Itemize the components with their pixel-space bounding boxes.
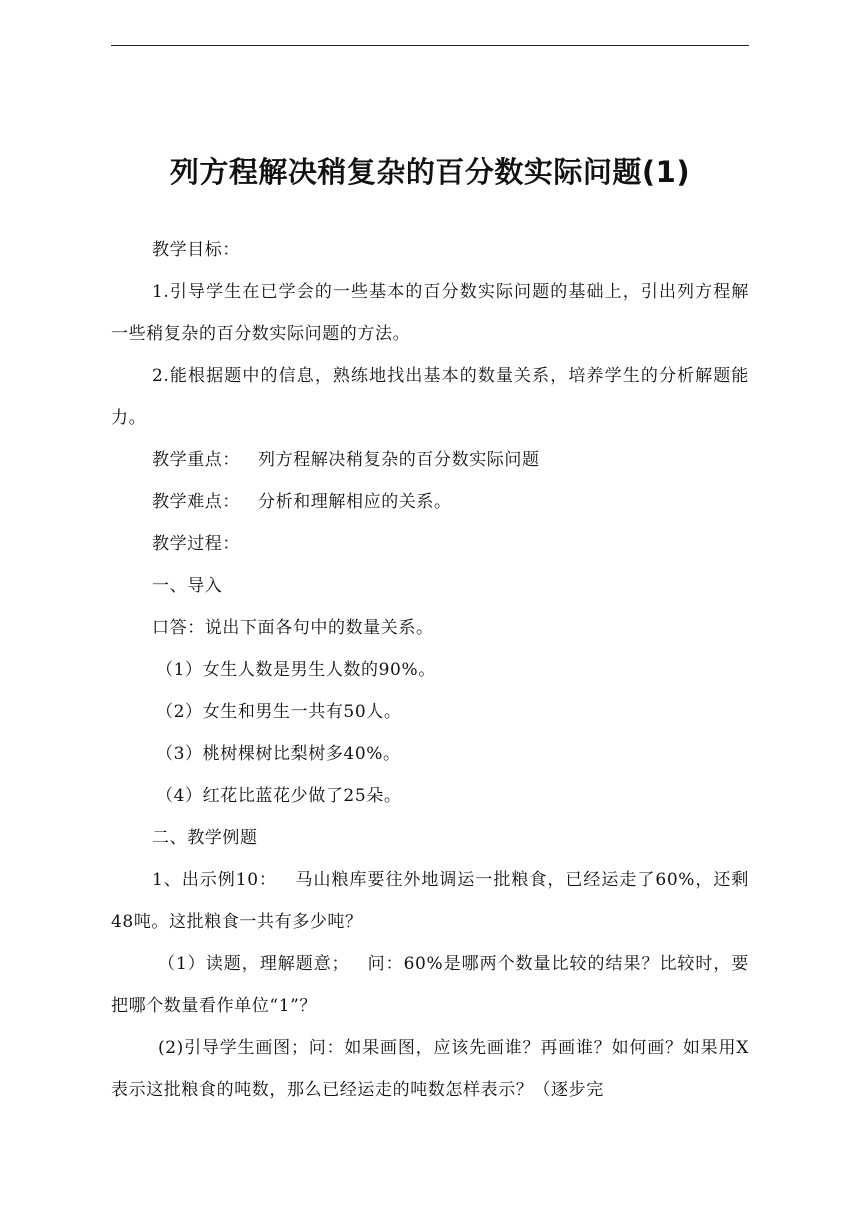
step-2-paragraph: (2)引导学生画图；问：如果画图，应该先画谁？再画谁？如何画？如果用X表示这批粮食的吨数，那么已经运走的吨数怎样表示？（逐步完 [111, 1038, 749, 1100]
list-item: （1）女生人数是男生人数的90%。 [156, 660, 436, 680]
process-heading: 教学过程： [152, 534, 240, 554]
list-item: （3）桃树棵树比梨树多40%。 [156, 744, 401, 764]
example-text: 马山粮库要往外地调运一批粮食，已经运走了60%，还剩48吨。这批粮食一共有多少吨？ [111, 870, 749, 932]
step-1-text: 问：60%是哪两个数量比较的结果？比较时，要把哪个数量看作单位“1”？ [111, 954, 749, 1016]
example-paragraph [111, 859, 749, 943]
objective-2: 2.能根据题中的信息，熟练地找出基本的数量关系，培养学生的分析解题能力。 [111, 366, 749, 428]
difficulty [111, 481, 749, 523]
list-item: （4）红花比蓝花少做了25朵。 [156, 786, 402, 806]
section-2-heading: 二、教学例题 [152, 828, 258, 848]
list-item: （2）女生和男生一共有50人。 [156, 702, 402, 722]
key-point-label: 教学重点： [152, 450, 240, 470]
objective-heading: 教学目标： [152, 240, 240, 260]
example-label: 1、出示例10： [152, 870, 278, 890]
difficulty-label: 教学难点： [152, 492, 240, 512]
key-point-text: 列方程解决稍复杂的百分数实际问题 [258, 450, 540, 470]
step-1-paragraph [111, 943, 749, 1027]
key-point [111, 439, 749, 481]
oral-prompt: 口答：说出下面各句中的数量关系。 [152, 618, 434, 638]
document-title: 列方程解决稍复杂的百分数实际问题(1) [169, 155, 691, 189]
difficulty-text: 分析和理解相应的关系。 [258, 492, 452, 512]
document-body [111, 229, 749, 1111]
section-1-heading: 一、导入 [152, 576, 223, 596]
objective-1: 1.引导学生在已学会的一些基本的百分数实际问题的基础上，引出列方程解一些稍复杂的百分数实际问题的方法。 [111, 282, 749, 344]
step-1-label: （1）读题，理解题意； [158, 954, 350, 974]
header-rule [111, 45, 749, 46]
